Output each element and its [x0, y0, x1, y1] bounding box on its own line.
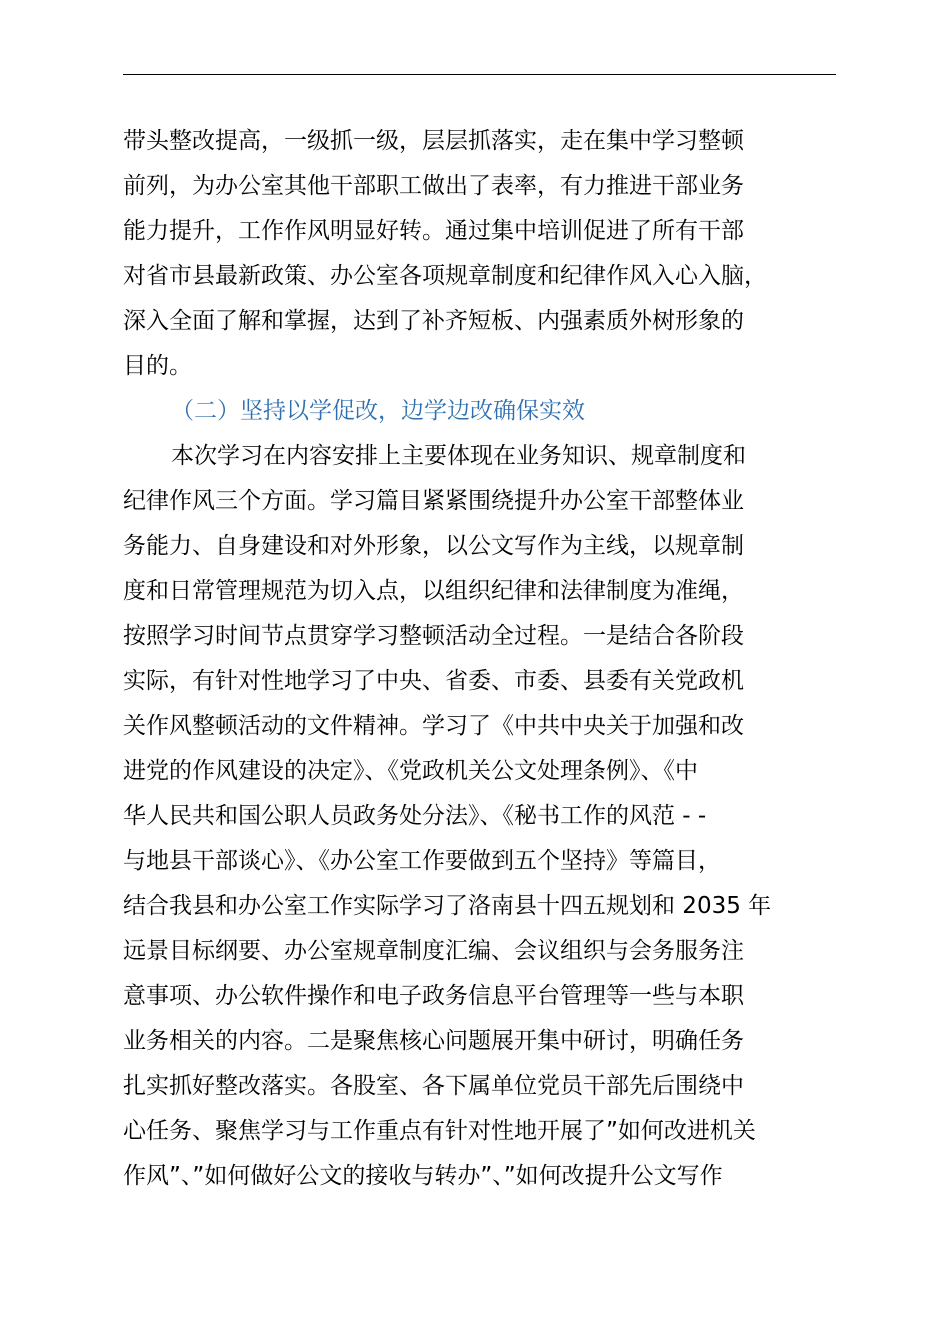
header-rule — [123, 74, 836, 75]
text-line: 带头整改提高，一级抓一级，层层抓落实，走在集中学习整顿 — [123, 128, 744, 154]
text-line: 与地县干部谈心》、《办公室工作要做到五个坚持》等篇目， — [123, 848, 721, 874]
paragraph-1 — [123, 119, 853, 389]
text-line: 远景目标纲要、办公室规章制度汇编、会议组织与会务服务注 — [123, 938, 744, 964]
text-line: 度和日常管理规范为切入点，以组织纪律和法律制度为准绳， — [123, 578, 744, 604]
text-line: 作风”、”如何做好公文的接收与转办”、”如何改提升公文写作 — [123, 1163, 723, 1189]
text-line: 扎实抓好整改落实。各股室、各下属单位党员干部先后围绕中 — [123, 1073, 744, 1099]
text-line: 业务相关的内容。二是聚焦核心问题展开集中研讨，明确任务 — [123, 1028, 744, 1054]
text-line: 务能力、自身建设和对外形象，以公文写作为主线，以规章制 — [123, 533, 744, 559]
text-line: 本次学习在内容安排上主要体现在业务知识、规章制度和 — [171, 443, 746, 469]
section-heading: （二）坚持以学促改，边学边改确保实效 — [171, 398, 585, 424]
text-line: 对省市县最新政策、办公室各项规章制度和纪律作风入心入脑， — [123, 263, 767, 289]
text-line: 纪律作风三个方面。学习篇目紧紧围绕提升办公室干部整体业 — [123, 488, 744, 514]
text-line: 意事项、办公软件操作和电子政务信息平台管理等一些与本职 — [123, 983, 744, 1009]
text-line: 心任务、聚焦学习与工作重点有针对性地开展了”如何改进机关 — [123, 1118, 756, 1144]
text-line: 能力提升，工作作风明显好转。通过集中培训促进了所有干部 — [123, 218, 744, 244]
text-line: 按照学习时间节点贯穿学习整顿活动全过程。一是结合各阶段 — [123, 623, 744, 649]
paragraph-2 — [123, 434, 853, 1199]
text-line: 目的。 — [123, 353, 192, 379]
text-line: 前列，为办公室其他干部职工做出了表率，有力推进干部业务 — [123, 173, 744, 199]
text-line: 进党的作风建设的决定》、《党政机关公文处理条例》、《中 — [123, 758, 698, 784]
document-body — [123, 119, 853, 1199]
text-line: 关作风整顿活动的文件精神。学习了《中共中央关于加强和改 — [123, 713, 744, 739]
text-line: 实际，有针对性地学习了中央、省委、市委、县委有关党政机 — [123, 668, 744, 694]
text-line: 深入全面了解和掌握，达到了补齐短板、内强素质外树形象的 — [123, 308, 744, 334]
text-line: 华人民共和国公职人员政务处分法》、《秘书工作的风范 - - — [123, 803, 707, 829]
text-line: 结合我县和办公室工作实际学习了洛南县十四五规划和 2035 年 — [123, 893, 772, 919]
